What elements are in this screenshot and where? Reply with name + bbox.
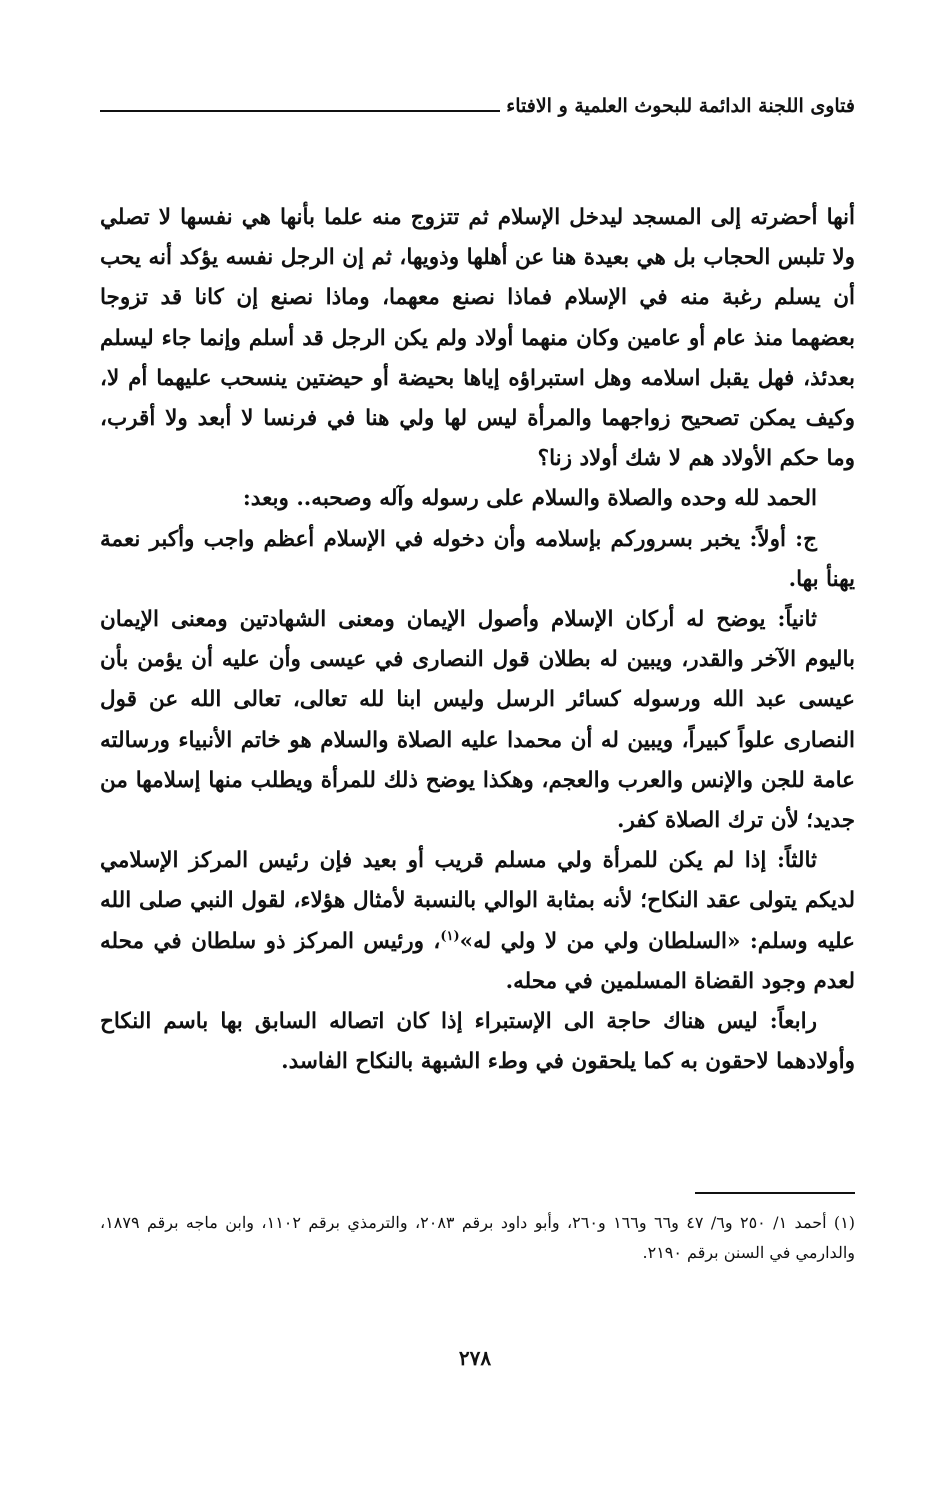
- answer-first-paragraph: [100, 520, 855, 600]
- answer-third-paragraph: [100, 841, 855, 1002]
- answer-third-text-a: إذا لم يكن للمرأة ولي مسلم قريب أو بعيد فإن رئيس المركز الإسلامي لديكم يتولى عقد النكاح؛ لأنه بمثابة الوالي بالنسبة لأمثال هؤلاء، لقول النبي صلى الله عليه وسلم: «السلطان ولي من لا ولي له»: [100, 848, 855, 954]
- question-paragraph: أنها أحضرته إلى المسجد ليدخل الإسلام ثم تتزوج منه علما بأنها هي نفسها لا تصلي ولا تلبس الحجاب بل هي بعيدة هنا عن أهلها وذويها، ثم إن الرجل نفسه يؤكد أنه يحب أن يسلم رغبة منه في الإسلام فماذا نصنع معهما، وماذا نصنع إن كانا قد تزوجا بعضهما منذ عام أو عامين وكان منهما أولاد ولم يكن الرجل قد أسلم وإنما جاء ليسلم بعدئذ، فهل يقبل اسلامه وهل استبراؤه إياها بحيضة أو حيضتين ينسحب عليهما أم لا، وكيف يمكن تصحيح زواجهما والمرأة ليس لها ولي هنا في فرنسا لا أبعد ولا أقرب، وما حكم الأولاد هم لا شك أولاد زنا؟: [100, 205, 856, 472]
- footnote: (١) أحمد ١/ ٢٥٠ و٦/ ٤٧ و٦٦ و١٦٦ و٢٦٠، وأبو داود برقم ٢٠٨٣، والترمذي برقم ١١٠٢، وابن ماجه برقم ١٨٧٩، والدارمي في السنن برقم ٢١٩٠.: [100, 1213, 856, 1262]
- answer-third-label: ثالثاً:: [776, 848, 817, 874]
- answer-first-label: ج: أولاً:: [749, 526, 817, 552]
- page-number: ٢٧٨: [458, 1346, 492, 1370]
- answer-fourth-text: ليس هناك حاجة الى الإستبراء إذا كان اتصاله السابق بها باسم النكاح وأولادهما لاحقون به كما يلحقون في وطء الشبهة بالنكاح الفاسد.: [100, 1009, 855, 1075]
- praise-paragraph: الحمد لله وحده والصلاة والسلام على رسوله وآله وصحبه.. وبعد:: [242, 486, 817, 512]
- header-rule: [100, 110, 500, 112]
- answer-third-text-b: ، ورئيس المركز ذو سلطان في محله لعدم وجود القضاة المسلمين في محله.: [100, 928, 855, 994]
- answer-fourth-label: رابعاً:: [769, 1009, 817, 1035]
- answer-second-paragraph: [100, 600, 855, 841]
- answer-first-text: يخبر بسروركم بإسلامه وأن دخوله في الإسلام أعظم واجب وأكبر نعمة يهنأ بها.: [100, 526, 855, 592]
- running-header-title: فتاوى اللجنة الدائمة للبحوث العلمية و الافتاء: [506, 95, 855, 117]
- answer-second-text: يوضح له أركان الإسلام وأصول الإيمان ومعنى الشهادتين ومعنى الإيمان باليوم الآخر والقدر، ويبين له بطلان قول النصارى في عيسى وأن عليه أن يؤمن بأن عيسى عبد الله ورسوله كسائر الرسل وليس ابنا لله تعالى، تعالى الله عن قول النصارى علواً كبيراً، ويبين له أن محمدا عليه الصلاة والسلام هو خاتم الأنبياء ورسالته عامة للجن والإنس والعرب والعجم، وهكذا يوضح ذلك للمرأة ويطلب منها إسلامها من جديد؛ لأن ترك الصلاة كفر.: [100, 607, 855, 834]
- fatwa-body: [100, 198, 855, 1082]
- answer-second-label: ثانياً:: [777, 607, 817, 633]
- footnote-reference[interactable]: (١): [440, 928, 460, 944]
- answer-fourth-paragraph: [100, 1002, 855, 1082]
- footnote-separator: [695, 1192, 855, 1194]
- running-header: [100, 88, 855, 118]
